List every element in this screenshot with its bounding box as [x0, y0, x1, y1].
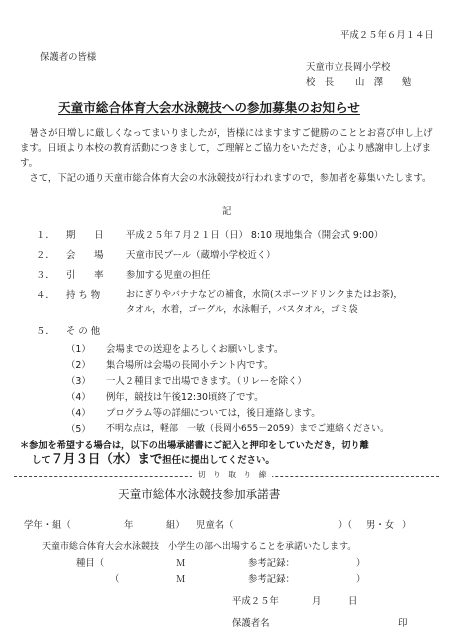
grade-label: 学年・組（ [24, 520, 71, 531]
form-day-label: 日 [348, 596, 358, 607]
item-chaperone-value: 参加する児童の担任 [126, 270, 211, 281]
other-line-num: （4） [66, 408, 91, 419]
seal-mark: 印 [398, 618, 408, 629]
event-open-2: （ [110, 574, 120, 585]
notice-prefix: して [32, 455, 51, 466]
item-chaperone-num: ３． [36, 270, 55, 281]
other-line-text: 集合場所は会場の長岡小テント内です。 [106, 360, 274, 371]
cut-line-label: 切 り 取 り 線 [192, 470, 272, 479]
submission-notice-line1: ＊参加を希望する場合は，以下の出場承諾書にご記入と押印をしていただき，切り離 [20, 440, 369, 451]
other-line-num: （5） [66, 424, 91, 435]
other-line-text: 不明な点は，軽部 一敏（長岡小655－2059）までご連絡ください。 [106, 424, 390, 434]
item-other-label: そ の 他 [66, 326, 101, 337]
other-line-num: （1） [66, 344, 91, 355]
other-line-text: 例年，競技は午後12:30頃終了です。 [106, 392, 264, 403]
form-year: 平成２５年 [232, 596, 279, 607]
name-close: ）（ [338, 520, 353, 531]
recipient: 保護者の皆様 [40, 52, 97, 63]
meters-unit: Ｍ [176, 558, 186, 569]
form-month-label: 月 [312, 596, 322, 607]
issue-date: 平成２５年６月１４日 [340, 30, 434, 41]
reference-record-label: 参考記録： [248, 574, 295, 585]
other-line-text: 会場までの送迎をよろしくお願いします。 [106, 344, 284, 355]
reference-record-label: 参考記録： [248, 558, 295, 569]
item-date-num: １． [36, 230, 55, 241]
item-belongings-value-2: タオル，水着，ゴーグル，水泳帽子，バスタオル，ゴミ袋 [126, 305, 358, 315]
event-close: ） [356, 558, 366, 569]
item-date-label: 期 日 [66, 230, 104, 241]
item-chaperone-label: 引 率 [66, 270, 104, 281]
purpose-paragraph: さて，下記の通り天童市総合体育大会の水泳競技が行われますので，参加者を募集いたします。 [20, 173, 432, 184]
item-date-value: 平成２５年７月２１日（日） 8:10 現地集合（開会式 9:00） [126, 230, 384, 241]
class-label: 組） [166, 520, 185, 531]
item-venue-value: 天童市民プール（蔵増小学校近く） [126, 250, 276, 261]
other-line-text: 一人２種目まで出場できます。（リレーを除く） [106, 376, 307, 387]
other-line-num: （2） [66, 360, 91, 371]
item-belongings-num: ４． [36, 290, 55, 301]
event-label: 種目（ [76, 558, 105, 569]
gender-choice: 男・女 [366, 520, 395, 531]
child-name-label: 児童名（ [196, 520, 234, 531]
deadline-text: ７月３日（水）まで [50, 451, 163, 466]
meters-unit: Ｍ [176, 574, 186, 585]
event-close: ） [356, 574, 366, 585]
item-belongings-label: 持 ち 物 [66, 290, 101, 301]
item-other-num: ５． [36, 326, 55, 337]
other-line-num: （4） [66, 392, 91, 403]
form-title: 天童市総体水泳競技参加承諾書 [118, 487, 281, 501]
sender-name: 山 澤 勉 [355, 77, 412, 88]
item-venue-label: 会 場 [66, 250, 104, 261]
guardian-name-label: 保護者名 [232, 618, 270, 629]
ki-marker: 記 [222, 206, 232, 217]
consent-statement: 天童市総合体育大会水泳競技 小学生の部へ出場することを承諾いたします。 [42, 542, 357, 552]
other-line-text: プログラム等の詳細については，後日連絡します。 [106, 408, 321, 419]
year-label: 年 [124, 520, 134, 531]
sender-role: 校 長 [306, 77, 335, 88]
submission-notice-line2 [32, 452, 279, 467]
gender-close: ） [402, 520, 412, 531]
item-belongings-value: おにぎりやバナナなどの補食，水筒(スポーツドリンクまたはお茶)， [126, 290, 403, 300]
sender-org: 天童市立長岡小学校 [306, 62, 391, 73]
greeting-paragraph: 暑さが日増しに厳しくなってまいりましたが，皆様にはますますご健勝のこととお喜び申し上げます。日頃より本校の教育活動につきまして，ご理解とご協力をいただき，心より感謝申し上げます。 [20, 128, 433, 169]
document-title: 天童市総合体育大会水泳競技への参加募集のお知らせ [58, 100, 360, 115]
notice-suffix: 担任に提出してください。 [162, 455, 275, 466]
other-line-num: （3） [66, 376, 91, 387]
item-venue-num: ２． [36, 250, 55, 261]
